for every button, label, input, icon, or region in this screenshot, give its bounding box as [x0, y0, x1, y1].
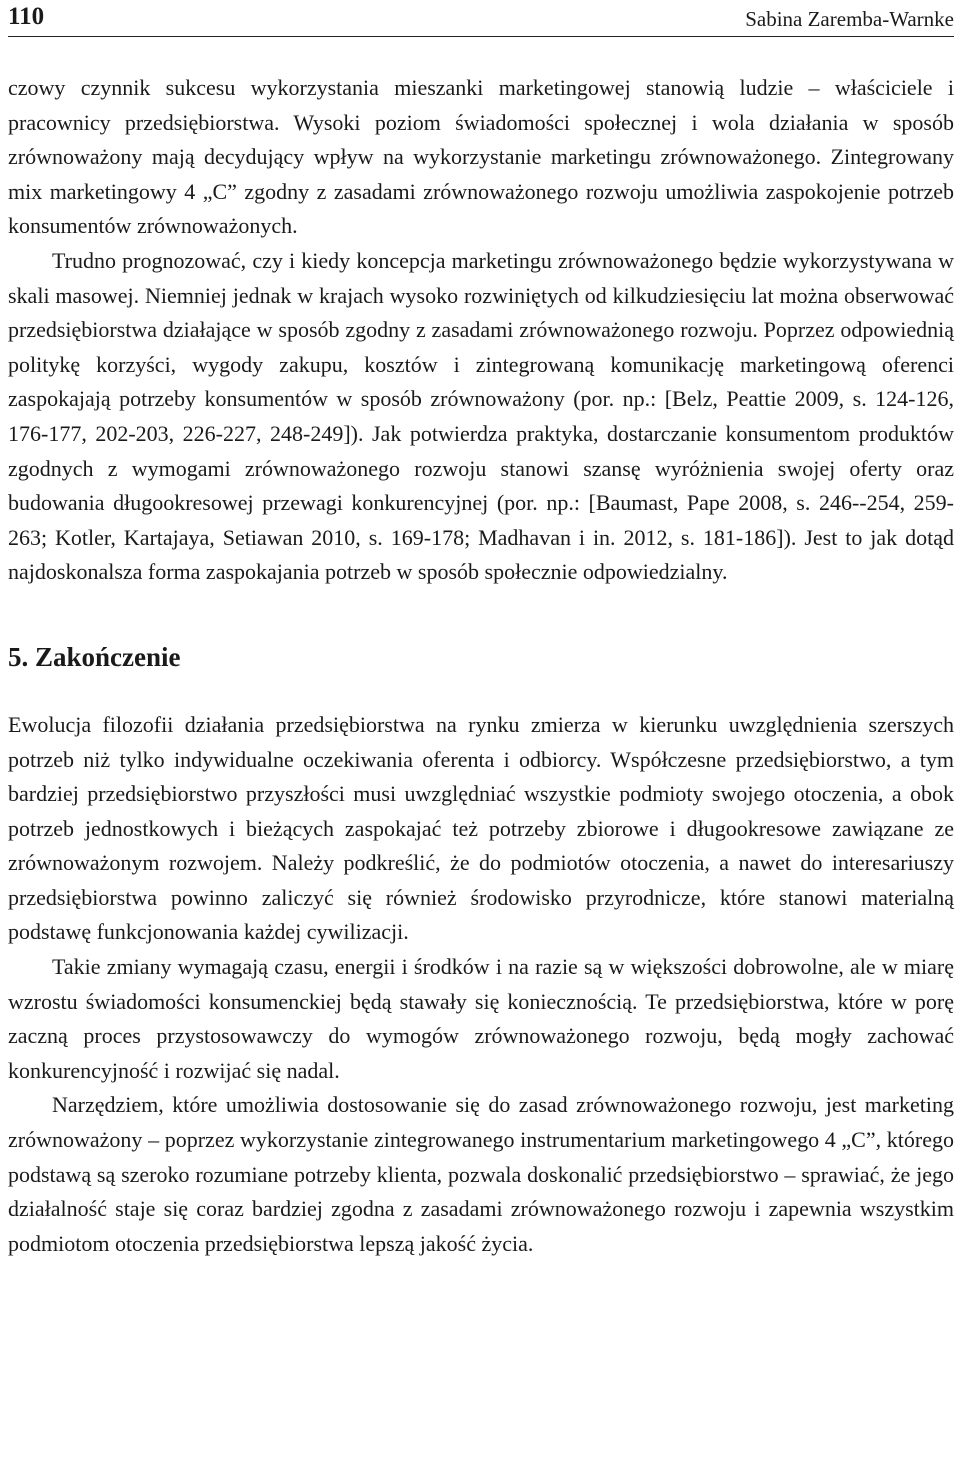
running-head-author: Sabina Zaremba-Warnke: [745, 7, 954, 31]
paragraph: Ewolucja filozofii działania przedsiębiorstwa na rynku zmierza w kierunku uwzględnienia szerszych potrzeb niż tylko indywidualne oczekiwania oferenta i odbiorcy. Współczesne przedsiębiorstwo, a tym bardziej przedsiębiorstwo przyszłości musi uwzględniać wszystkie podmioty swojego otoczenia, a obok potrzeb jednostkowych i bieżących zaspokajać też potrzeby zbiorowe i długookresowe zawiązane ze zrównoważonym rozwojem. Należy podkreślić, że do podmiotów otoczenia, a nawet do interesariuszy przedsiębiorstwa powinno zaliczyć się również środowisko przyrodnicze, które stanowi materialną podstawę funkcjonowania każdej cywilizacji.: [8, 711, 954, 945]
document-page: [8, 0, 954, 1261]
paragraph-continuation: czowy czynnik sukcesu wykorzystania mieszanki marketingowej stanowią ludzie – właściciele i pracownicy przedsiębiorstwa. Wysoki poziom świadomości społecznej i wola działania w sposób zrównoważony mają decydujący wpływ na wykorzystanie marketingu zrównoważonego. Zintegrowany mix marketingowy 4 „C” zgodny z zasadami zrównoważonego rozwoju umożliwia zaspokojenie potrzeb konsumentów zrównoważonych.: [8, 75, 954, 239]
paragraph: Trudno prognozować, czy i kiedy koncepcja marketingu zrównoważonego będzie wykorzystywana w skali masowej. Niemniej jednak w krajach wysoko rozwiniętych od kilkudziesięciu lat można obserwować przedsiębiorstwa działające w sposób zgodny z zasadami zrównoważonego rozwoju. Poprzez odpowiednią politykę korzyści, wygody zakupu, kosztów i zintegrowaną komunikację marketingową oferenci zaspokajają potrzeby konsumentów w sposób zrównoważony (por. np.: [Belz, Peattie 2009, s. 124-126, 176-177, 202-203, 226-227, 248-249]). Jak potwierdza praktyka, dostarczanie konsumentom produktów zgodnych z wymogami zrównoważonego rozwoju stanowi szansę wyróżnienia swojej oferty oraz budowania długookresowej przewagi konkurencyjnej (por. np.: [Baumast, Pape 2008, s. 246--254, 259-263; Kotler, Kartajaya, Setiawan 2010, s. 169-178; Madhavan i in. 2012, s. 181-186]). Jest to jak dotąd najdoskonalsza forma zaspokajania potrzeb w sposób społecznie odpowiedzialny.: [8, 247, 954, 585]
paragraph: Narzędziem, które umożliwia dostosowanie się do zasad zrównoważonego rozwoju, jest marketing zrównoważony – poprzez wykorzystanie zintegrowanego instrumentarium marketingowego 4 „C”, którego podstawą są szeroko rozumiane potrzeby klienta, pozwala doskonalić przedsiębiorstwo – sprawiać, że jego działalność staje się coraz bardziej zgodna z zasadami zrównoważonego rozwoju i zapewnia wszystkim podmiotom otoczenia przedsiębiorstwa lepszą jakość życia.: [8, 1092, 954, 1256]
page-number: 110: [8, 3, 45, 30]
running-header: [8, 0, 954, 37]
body-text: [8, 71, 954, 1261]
section-heading: 5. Zakończenie: [8, 641, 181, 672]
paragraph: Takie zmiany wymagają czasu, energii i środków i na razie są w większości dobrowolne, ale w miarę wzrostu świadomości konsumenckiej będą stawały się koniecznością. Te przedsiębiorstwa, które w porę zaczną proces przystosowawczy do wymogów zrównoważonego rozwoju, będą mogły zachować konkurencyjność i rozwijać się nadal.: [8, 954, 954, 1083]
